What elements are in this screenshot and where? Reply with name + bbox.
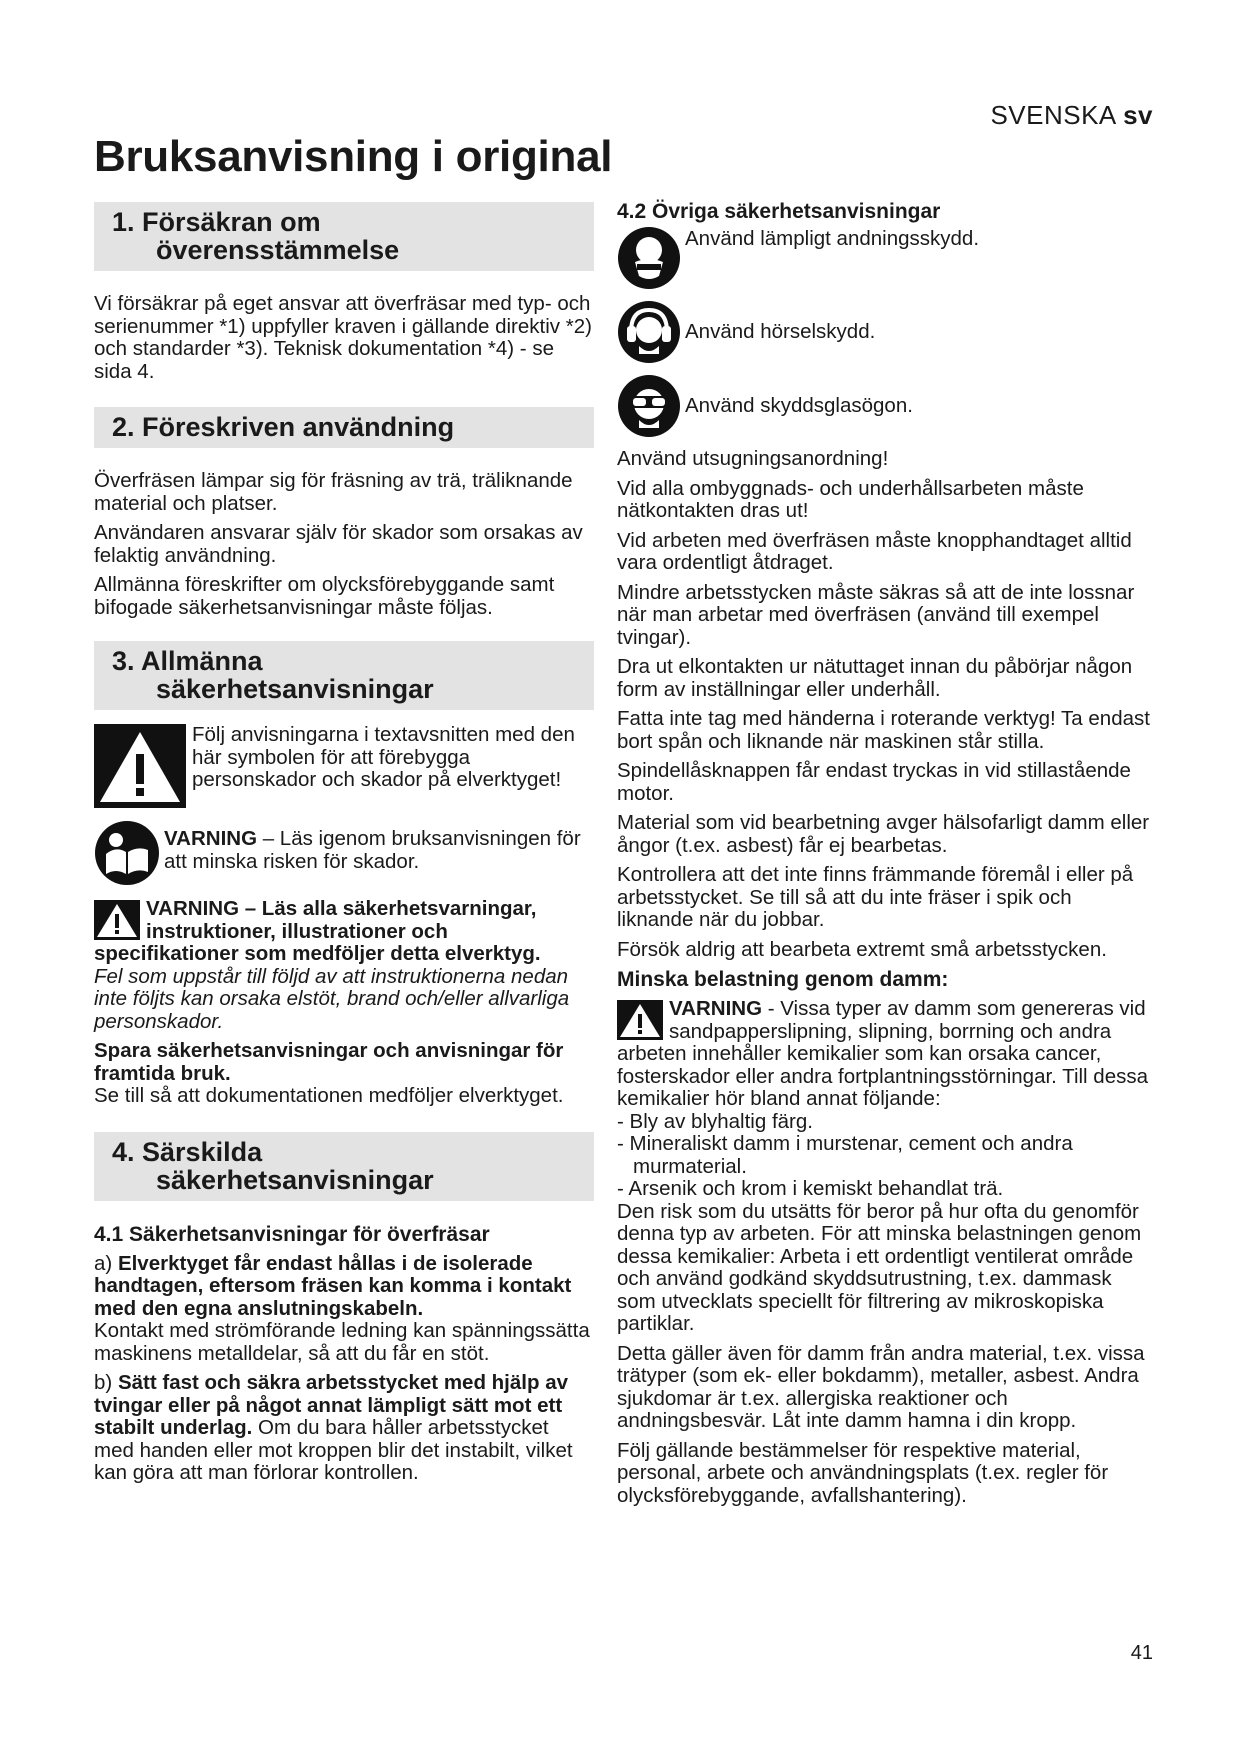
language-name: SVENSKA bbox=[990, 100, 1116, 130]
right-column bbox=[617, 200, 1153, 1514]
read-manual-icon bbox=[94, 820, 160, 886]
language-label bbox=[990, 100, 1153, 131]
section-4-1-heading: 4.1 Säkerhetsanvisningar för överfräsar bbox=[94, 1222, 490, 1246]
safety-goggles-icon bbox=[617, 374, 681, 438]
dust-warning bbox=[617, 998, 1153, 1111]
section-4-2-heading: 4.2 Övriga säkerhetsanvisningar bbox=[617, 200, 941, 223]
item-b-prefix: b) bbox=[94, 1371, 118, 1394]
dust-warning-bold: VARNING bbox=[669, 997, 763, 1020]
item-a-bold: Elverktyget får endast hållas i de isolerade handtagen, eftersom fräsen kan komma i kontakt med den egna anslutningskabeln. bbox=[94, 1251, 572, 1320]
dust-warning-text bbox=[617, 998, 1153, 1111]
section-1-num: 1. Försäkran om bbox=[112, 207, 321, 237]
ppe-respirator bbox=[617, 226, 1153, 290]
page-title: Bruksanvisning i original bbox=[94, 132, 613, 181]
section-1-heading bbox=[94, 202, 594, 271]
rule-7: Spindellåsknappen får endast tryckas in vid stillastående motor. bbox=[617, 759, 1131, 805]
rule-8: Material som vid bearbetning avger hälsofarligt damm eller ångor (t.ex. asbest) får ej bearbetas. bbox=[617, 811, 1150, 857]
save-instructions-bold: Spara säkerhetsanvisningar och anvisningar för framtida bruk. bbox=[94, 1039, 564, 1085]
read-manual-note bbox=[94, 820, 594, 886]
item-b-bold: Sätt fast och säkra arbetsstycket med hjälp av tvingar eller på något annat lämpligt sätt mot ett stabilt underlag. bbox=[94, 1371, 568, 1439]
page-number: 41 bbox=[1130, 1642, 1153, 1664]
section-2-p2: Användaren ansvarar själv för skador som orsakas av felaktig användning. bbox=[94, 521, 583, 567]
rule-3: Vid arbeten med överfräsen måste knopphandtaget alltid vara ordentligt åtdraget. bbox=[617, 528, 1132, 574]
list-item: - Arsenik och krom i kemiskt behandlat trä. bbox=[617, 1177, 1004, 1200]
dust-heading: Minska belastning genom damm: bbox=[617, 968, 949, 991]
item-b bbox=[94, 1372, 594, 1485]
list-item: - Bly av blyhaltig färg. bbox=[617, 1109, 813, 1133]
warning-symbol-text: Följ anvisningarna i textavsnitten med den här symbolen för att förebygga personskador och skador på elverktyget! bbox=[192, 723, 575, 791]
ear-protection-icon bbox=[617, 300, 681, 364]
section-3-title: säkerhetsanvisningar bbox=[156, 674, 434, 704]
language-code: sv bbox=[1123, 100, 1153, 130]
ppe-respirator-text: Använd lämpligt andningsskydd. bbox=[685, 227, 980, 250]
read-manual-bold: VARNING bbox=[164, 827, 258, 850]
section-1-text: Vi försäkrar på eget ansvar att överfräsar med typ- och serienummer *1) uppfyller kraven i gällande direktiv *2) och standarder *3). Teknisk dokumentation *4) - se sida 4. bbox=[94, 292, 592, 383]
list-item: - Mineraliskt damm i murstenar, cement och andra murmaterial. bbox=[617, 1132, 1073, 1178]
section-1-title: överensstämmelse bbox=[156, 235, 400, 265]
left-column bbox=[94, 200, 594, 1492]
item-a bbox=[94, 1253, 594, 1321]
warning-read-all-bold: VARNING – Läs alla säkerhetsvarningar, instruktioner, illustrationer och specifikationer som medföljer detta elverktyg. bbox=[94, 897, 541, 965]
section-2-heading: 2. Föreskriven användning bbox=[94, 407, 594, 448]
warning-triangle-small-icon bbox=[94, 900, 140, 940]
warning-read-all-block bbox=[94, 898, 594, 1033]
ppe-goggles-text: Använd skyddsglasögon. bbox=[685, 393, 913, 417]
dust-warning-rest: - Vissa typer av damm som genereras vid sandpapperslipning, slipning, borrning och andra arbeten innehåller kemikalier som kan orsaka cancer, fosterskador eller andra fortplantningsstörningar. Till dessa kemikalier hör bland annat följande: bbox=[617, 997, 1149, 1110]
warning-read-all-italic: Fel som uppstår till följd av att instruktionerna nedan inte följts kan orsaka elstöt, brand och/eller allvarliga personskador. bbox=[94, 964, 570, 1033]
read-manual-rest: – Läs igenom bruksanvisningen för att minska risken för skador. bbox=[164, 827, 581, 873]
rule-1: Använd utsugningsanordning! bbox=[617, 447, 889, 470]
ppe-ear-protection bbox=[617, 300, 1153, 364]
section-2-p1: Överfräsen lämpar sig för fräsning av trä, träliknande material och platser. bbox=[94, 469, 573, 515]
ppe-goggles bbox=[617, 374, 1153, 438]
warning-symbol-note bbox=[94, 724, 594, 808]
chemical-list bbox=[617, 1111, 1153, 1201]
warning-triangle-icon bbox=[94, 724, 186, 808]
save-instructions-text: Se till så att dokumentationen medföljer elverktyget. bbox=[94, 1084, 564, 1107]
read-manual-text bbox=[164, 820, 594, 873]
section-4-title: säkerhetsanvisningar bbox=[156, 1164, 434, 1195]
dust-warning-triangle-icon bbox=[617, 1000, 663, 1040]
rule-9: Kontrollera att det inte finns främmande föremål i eller på arbetsstycket. Se till så att du inte fräser i spik och liknande när du jobbar. bbox=[617, 863, 1134, 931]
item-b-text: Om du bara håller arbetsstycket med handen eller mot kroppen blir det instabilt, vilket kan göra att man förlorar kontrollen. bbox=[94, 1416, 573, 1484]
section-3-heading bbox=[94, 641, 594, 710]
section-4-heading bbox=[94, 1132, 594, 1201]
respirator-icon bbox=[617, 226, 681, 290]
rule-4: Mindre arbetsstycken måste säkras så att de inte lossnar när man arbetar med överfräsen (använd till exempel tvingar). bbox=[617, 580, 1135, 649]
rule-5: Dra ut elkontakten ur nätuttaget innan du påbörjar någon form av inställningar eller underhåll. bbox=[617, 655, 1133, 701]
dust-paragraph-3: Detta gäller även för damm från andra material, t.ex. vissa trätyper (som ek- eller bokdamm), metaller, asbest. Andra sjukdomar är t.ex. allergiska reaktioner och andningsbesvär. Låt inte damm hamna i din kropp. bbox=[617, 1341, 1145, 1432]
section-2-p3: Allmänna föreskrifter om olycksförebyggande samt bifogade säkerhetsanvisningar måste följas. bbox=[94, 573, 555, 619]
section-4-num: 4. Särskilda bbox=[112, 1136, 263, 1167]
ppe-ear-protection-text: Använd hörselskydd. bbox=[685, 319, 876, 343]
item-a-text: Kontakt med strömförande ledning kan spänningssätta maskinens metalldelar, så att du får en stöt. bbox=[94, 1319, 590, 1365]
dust-paragraph-4: Följ gällande bestämmelser för respektive material, personal, arbete och användningsplats (t.ex. regler för olycksförebyggande, avfallshantering). bbox=[617, 1438, 1109, 1507]
rule-10: Försök aldrig att bearbeta extremt små arbetsstycken. bbox=[617, 937, 1107, 961]
rule-6: Fatta inte tag med händerna i roterande verktyg! Ta endast bort spån och liknande när maskinen står stilla. bbox=[617, 707, 1150, 753]
rule-2: Vid alla ombyggnads- och underhållsarbeten måste nätkontakten dras ut! bbox=[617, 476, 1084, 522]
section-3-num: 3. Allmänna bbox=[112, 646, 263, 676]
dust-paragraph-2: Den risk som du utsätts för beror på hur ofta du genomför denna typ av arbeten. För att minska belastningen genom dessa kemikalier: Arbeta i ett ordentligt ventilerat område och använd godkänd skyddsutrustning, t.ex. dammask som utvecklats speciellt för filtrering av mikroskopiska partiklar. bbox=[617, 1199, 1142, 1335]
item-a-prefix: a) bbox=[94, 1251, 118, 1275]
